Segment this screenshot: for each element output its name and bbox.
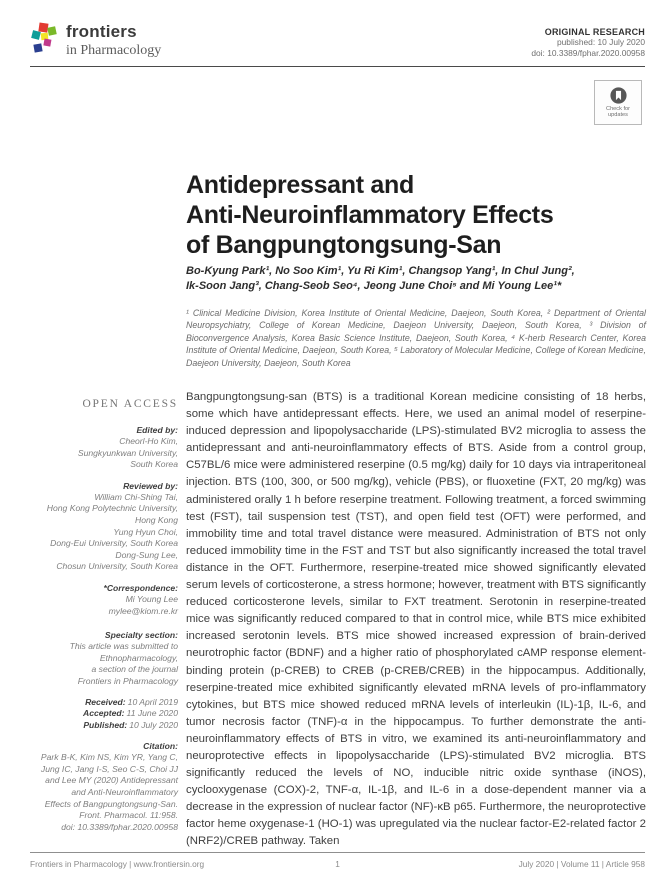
specialty-section-label: Specialty section: xyxy=(104,630,178,641)
editor-affiliation: Sungkyunkwan University, xyxy=(77,447,178,458)
correspondence-name: Mi Young Lee xyxy=(125,593,178,604)
specialty-line: Frontiers in Pharmacology xyxy=(77,675,178,686)
published-label: Published: xyxy=(83,719,128,730)
doi-link[interactable]: doi: 10.3389/fphar.2020.00958 xyxy=(531,48,645,58)
accepted-label: Accepted: xyxy=(83,708,125,719)
citation-line: Jung IC, Jang I-S, Seo C-S, Choi JJ xyxy=(40,763,178,774)
bookmark-icon xyxy=(610,87,627,104)
reviewer-line: Dong-Eui University, South Korea xyxy=(50,538,178,549)
citation-line: and Lee MY (2020) Antidepressant xyxy=(45,775,178,786)
journal-subtitle: in Pharmacology xyxy=(66,43,162,58)
citation-label: Citation: xyxy=(143,741,178,752)
specialty-line: Ethnopharmacology, xyxy=(99,652,178,663)
citation-group xyxy=(30,740,178,833)
edited-by-label: Edited by: xyxy=(136,425,178,435)
open-access-label: OPEN ACCESS xyxy=(82,398,178,410)
reviewer-line: Hong Kong Polytechnic University, xyxy=(46,503,178,514)
edited-by-group xyxy=(30,424,178,471)
dates-group xyxy=(30,697,178,732)
page-number: 1 xyxy=(335,859,340,869)
correspondence-label: *Correspondence: xyxy=(103,582,178,593)
check-for-updates-label: Check for updates xyxy=(606,105,630,118)
specialty-line: a section of the journal xyxy=(91,664,178,675)
received-label: Received: xyxy=(85,696,126,707)
editor-country: South Korea xyxy=(130,459,178,470)
specialty-section-group xyxy=(30,629,178,687)
reviewer-line: Chosun University, South Korea xyxy=(56,561,178,572)
journal-brand: frontiers xyxy=(66,22,137,41)
footer-divider xyxy=(30,852,645,853)
title-line-2: Anti-Neuroinflammatory Effects xyxy=(186,201,554,229)
published-date: 10 July 2020 xyxy=(129,719,178,730)
reviewer-line: Yung Hyun Choi, xyxy=(113,526,178,537)
received-date: 10 April 2019 xyxy=(127,696,178,707)
frontiers-logo xyxy=(30,22,161,59)
authors-line-2: Ik-Soon Jang³, Chang-Seob Seo⁴, Jeong June Choi⁵ and Mi Young Lee¹* xyxy=(186,279,562,292)
sidebar xyxy=(30,398,178,842)
article-title xyxy=(186,170,648,260)
title-line-3: of Bangpungtongsung-San xyxy=(186,231,502,259)
abstract-text: Bangpungtongsung-san (BTS) is a traditional Korean medicine consisting of 18 herbs, some which have antidepressant effects. Here, we used an animal model of reserpine-induced depression and lipopolysaccharide (LPS)-stimulated BV2 microglia to assess the antidepressant and anti-neuroinflammatory effects of BTS. Aside from a control group, C57BL/6 mice were administered reserpine (0.5 mg/kg) daily for 10 days via intraperitoneal injection. BTS (100, 300, or 500 mg/kg), vehicle (PBS), or fluoxetine (FXT, 20 mg/kg) was administered orally 1 h before reserpine treatment. Following treatment, a forced swimming test (FST), tail suspension test (TST), and open field test (OFT) were performed, and immobility time and total travel distance were measured. Administration of BTS not only reduced immobility time in the FST and TST but also significantly increased the total travel distance in the OFT. Furthermore, reserpine-treated mice showed significantly elevated serum levels of corticosterone, a stress hormone; however, treatment with BTS significantly reduced corticosterone levels, similar to FXT treatment. Serotonin in reserpine-treated mice was significantly reduced compared to that in control mice, while BTS mice exhibited increased serotonin levels. BTS mice showed increased expression of brain-derived neurotrophic factor (BDNF) and a higher ratio of phosphorylated cAMP response element-binding protein (p-CREB) to CREB (p-CREB/CREB) in the hippocampus. Additionally, reserpine-treated mice exhibited significantly elevated mRNA levels of pro-inflammatory cytokines, but BTS mice showed reduced mRNA levels of interleukin (IL)-1β, IL-6, and tumor necrosis factor (TNF)-α in the hippocampus. To further demonstrate the anti-neuroinflammatory effects of BTS in vitro, we examined its anti-neuroinflammatory and neuroprotective effects in lipopolysaccharide (LPS)-stimulated BV2 microglia. BTS significantly reduced the levels of NO, inducible nitric oxide synthase (iNOS), cyclooxygenase (COX)-2, TNF-α, IL-1β, and IL-6 in a dose-dependent manner via a decrease in the expression of nuclear factor (NF)-κB p65. Furthermore, the neuroprotective factor heme oxygenase-1 (HO-1) was upregulated via the nuclear factor-E2-related factor 2 (NRF2)/CREB pathway. Taken xyxy=(186,391,646,848)
reviewer-line: William Chi-Shing Tai, xyxy=(94,491,178,502)
header-divider xyxy=(30,66,645,67)
authors-line-1: Bo-Kyung Park¹, No Soo Kim¹, Yu Ri Kim¹, Changsop Yang¹, In Chul Jung², xyxy=(186,265,575,277)
reviewed-by-group xyxy=(30,480,178,573)
specialty-line: This article was submitted to xyxy=(69,641,178,652)
citation-line: Front. Pharmacol. 11:958. xyxy=(79,810,178,821)
correspondence-email-link[interactable]: mylee@kiom.re.kr xyxy=(108,605,178,616)
citation-line: Park B-K, Kim NS, Kim YR, Yang C, xyxy=(40,752,178,763)
footer-issue-info: July 2020 | Volume 11 | Article 958 xyxy=(518,859,645,869)
citation-doi-link[interactable]: doi: 10.3389/fphar.2020.00958 xyxy=(61,821,178,832)
published-date: published: 10 July 2020 xyxy=(556,37,645,47)
author-list xyxy=(186,264,648,293)
frontiers-cubes-icon xyxy=(30,22,60,56)
affiliations: ¹ Clinical Medicine Division, Korea Institute of Oriental Medicine, Daejeon, South Korea, ² Department of Oriental Neuropsychiatry, College of Korean Medicine, Daejeon University, Daejeon, South Korea, ³ Division of Bioconvergence Analysis, Korea Basic Science Institute, Daejeon, South Korea, ⁴ K-herb Research Center, Korea Institute of Oriental Medicine, Daejeon, South Korea, ⁵ Laboratory of Molecular Medicine, College of Korean Medicine, Daejeon University, Daejeon, South Korea xyxy=(186,308,646,368)
footer-journal-link[interactable]: Frontiers in Pharmacology | www.frontiersin.org xyxy=(30,859,205,869)
article-type: ORIGINAL RESEARCH xyxy=(544,27,645,37)
citation-line: and Anti-Neuroinflammatory xyxy=(71,787,178,798)
editor-name: Cheorl-Ho Kim, xyxy=(119,436,178,446)
title-line-1: Antidepressant and xyxy=(186,171,414,199)
header-meta xyxy=(531,27,645,59)
citation-line: Effects of Bangpungtongsung-San. xyxy=(44,798,178,809)
accepted-date: 11 June 2020 xyxy=(126,708,178,719)
correspondence-group xyxy=(30,582,178,617)
reviewer-line: Hong Kong xyxy=(134,514,178,525)
reviewed-by-label: Reviewed by: xyxy=(123,480,178,491)
reviewer-line: Dong-Sung Lee, xyxy=(115,549,178,560)
check-for-updates-button[interactable] xyxy=(594,80,642,125)
